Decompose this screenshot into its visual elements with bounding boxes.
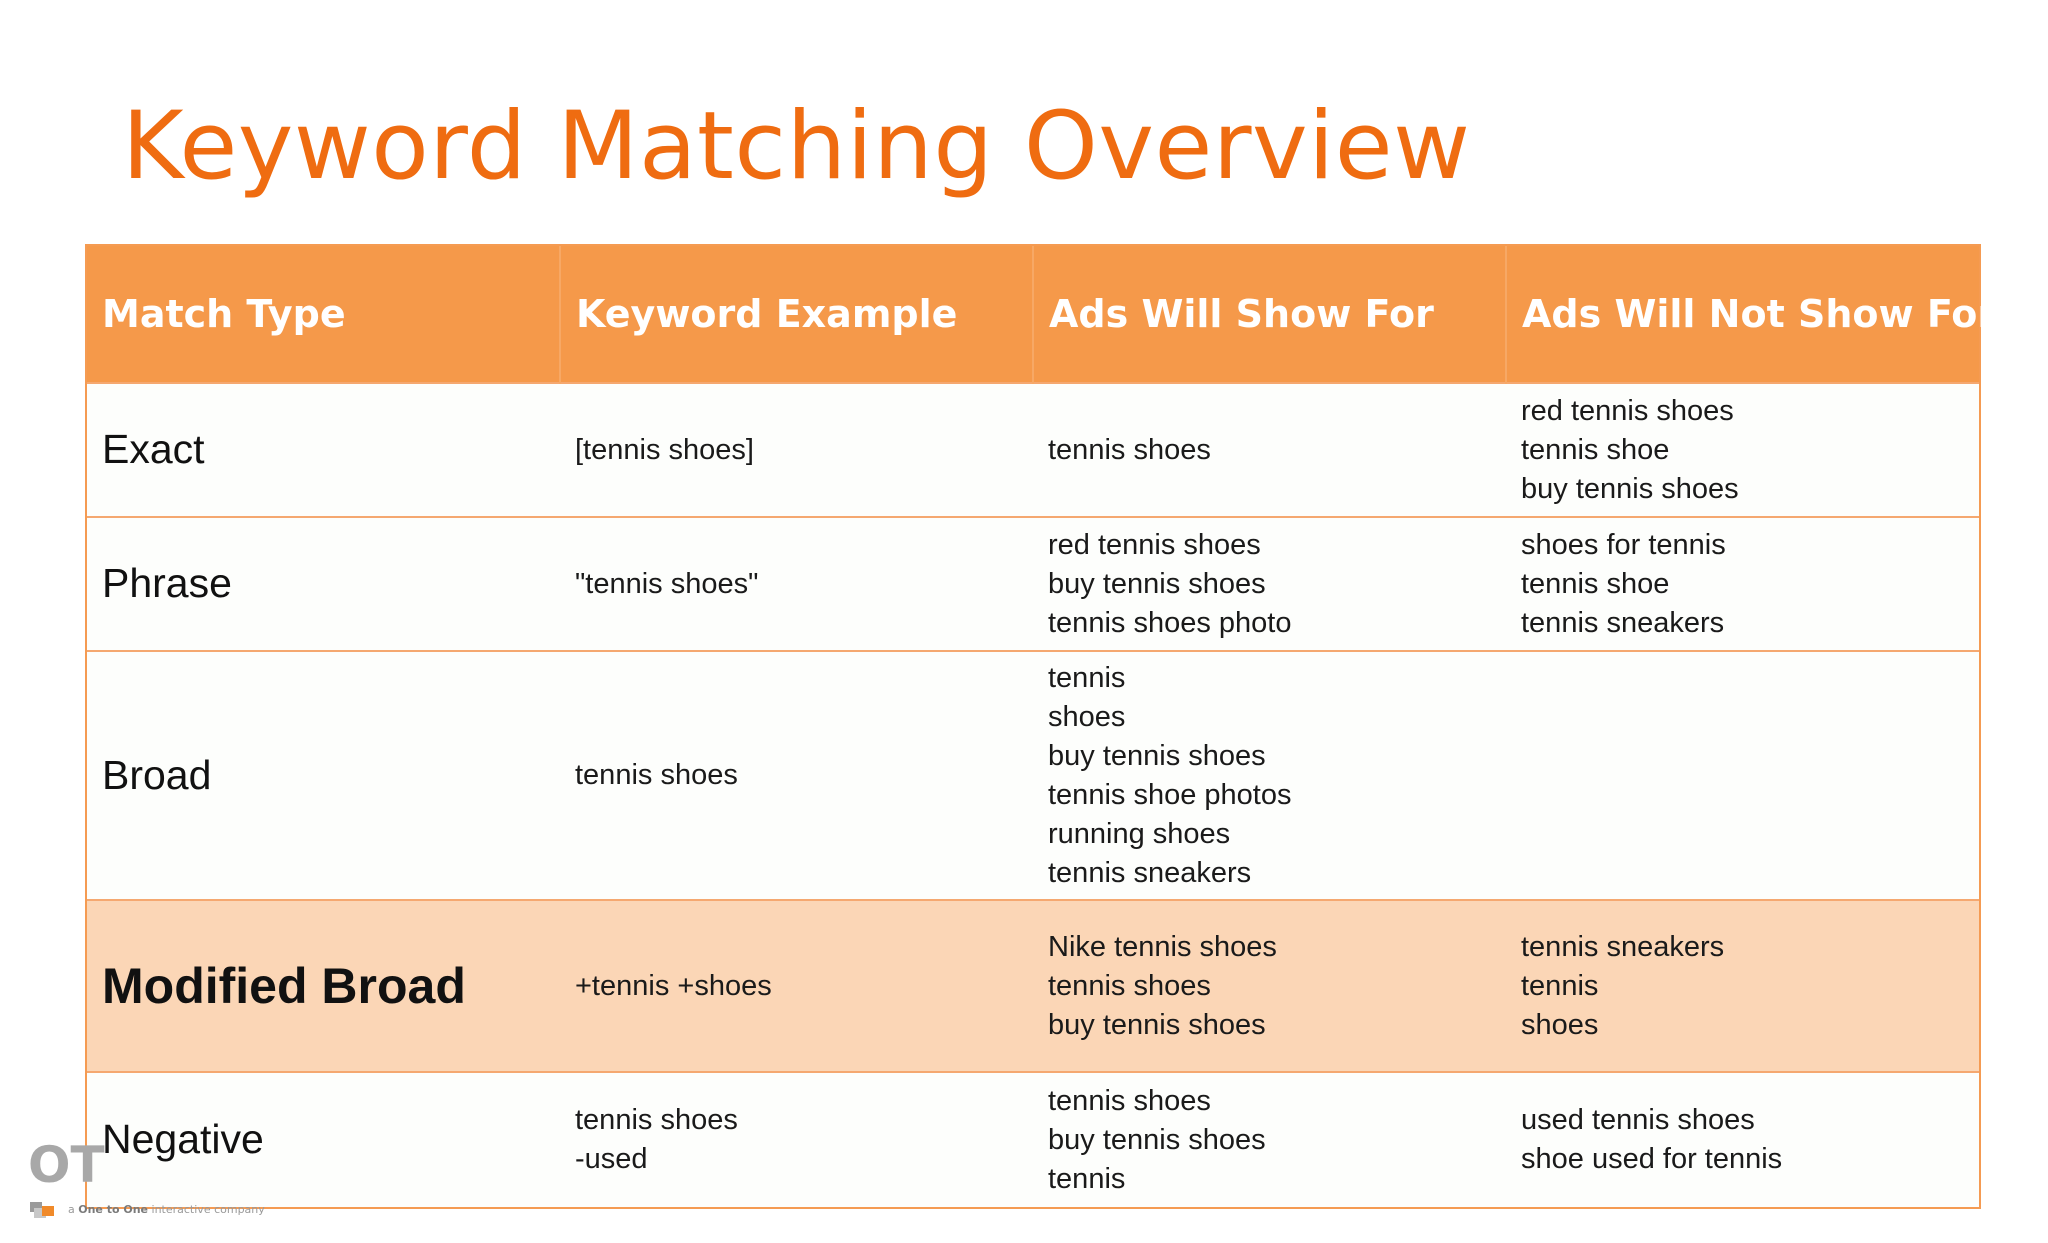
ads-show-cell (1033, 651, 1506, 900)
ads-not-show-cell (1506, 651, 1979, 900)
keyword-example-line: +tennis +shoes (575, 969, 772, 1002)
keyword-example-cell (560, 1072, 1033, 1207)
keyword-example-line: [tennis shoes] (575, 433, 754, 466)
ads-not-show-line: tennis shoe (1521, 567, 1670, 600)
ads-not-show-line: tennis shoe (1521, 433, 1670, 466)
ads-show-line: Nike tennis shoes (1048, 930, 1277, 963)
table-header-row (87, 246, 1979, 383)
header-ads-will-not-show-for: Ads Will Not Show For (1506, 246, 1979, 383)
ads-show-cell (1033, 900, 1506, 1072)
ads-show-line: tennis (1048, 661, 1126, 694)
logo-tagline (68, 1203, 265, 1216)
keyword-example-line: tennis shoes (575, 1104, 738, 1136)
match-type-cell: Modified Broad (87, 900, 560, 1072)
keyword-example-line: tennis shoes (575, 759, 738, 791)
ads-show-line: buy tennis shoes (1048, 1008, 1266, 1041)
ads-not-show-line: shoe used for tennis (1521, 1143, 1783, 1175)
ads-show-line: tennis sneakers (1048, 856, 1252, 889)
table-row-modified-broad (87, 900, 1979, 1072)
table-row-broad (87, 651, 1979, 900)
logo-tag-brand: One to One (78, 1203, 149, 1216)
ads-not-show-cell (1506, 517, 1979, 651)
match-type-cell: Broad (87, 651, 560, 900)
keyword-example-cell (560, 383, 1033, 517)
ads-not-show-cell (1506, 900, 1979, 1072)
ads-show-line: tennis shoes (1048, 969, 1211, 1002)
ads-show-line: shoes (1048, 700, 1126, 733)
ads-not-show-cell (1506, 383, 1979, 517)
ads-not-show-line: tennis sneakers (1521, 606, 1725, 639)
ads-show-cell (1033, 383, 1506, 517)
ads-show-cell (1033, 517, 1506, 651)
ads-not-show-line: buy tennis shoes (1521, 472, 1739, 505)
logo-mark: OT (28, 1136, 105, 1194)
ads-show-line: buy tennis shoes (1048, 567, 1266, 600)
keyword-example-line: "tennis shoes" (575, 567, 759, 600)
ads-show-line: buy tennis shoes (1048, 1123, 1266, 1156)
ads-show-line: tennis shoes photo (1048, 606, 1292, 639)
ads-not-show-line: used tennis shoes (1521, 1104, 1755, 1136)
keyword-example-line: -used (575, 1143, 648, 1175)
table-row-phrase (87, 517, 1979, 651)
ads-show-cell (1033, 1072, 1506, 1207)
ads-show-line: tennis shoes (1048, 433, 1211, 466)
ads-not-show-cell (1506, 1072, 1979, 1207)
ads-show-line: tennis (1048, 1162, 1126, 1195)
keyword-example-cell (560, 651, 1033, 900)
ads-not-show-line: tennis sneakers (1521, 930, 1725, 963)
match-type-cell: Phrase (87, 517, 560, 651)
slide-title: Keyword Matching Overview (122, 92, 1471, 201)
ads-not-show-line: shoes for tennis (1521, 528, 1726, 561)
ads-show-line: red tennis shoes (1048, 528, 1261, 561)
header-ads-will-show-for: Ads Will Show For (1033, 246, 1506, 383)
keyword-match-table (85, 244, 1997, 1209)
logo-tag-suffix: interactive company (151, 1203, 265, 1216)
ads-not-show-line: shoes (1521, 1008, 1599, 1041)
match-type-cell: Exact (87, 383, 560, 517)
header-match-type: Match Type (87, 246, 560, 383)
ads-not-show-line: red tennis shoes (1521, 394, 1734, 427)
match-type-cell: Negative (87, 1072, 560, 1207)
logo-tag-prefix: a (68, 1203, 75, 1216)
ads-show-line: buy tennis shoes (1048, 739, 1266, 772)
ads-show-line: tennis shoe photos (1048, 778, 1292, 811)
table-row-negative (87, 1072, 1979, 1207)
table-row-exact (87, 383, 1979, 517)
ads-show-line: tennis shoes (1048, 1084, 1211, 1117)
logo-squares-icon (30, 1202, 60, 1218)
ads-show-line: running shoes (1048, 817, 1231, 850)
header-keyword-example: Keyword Example (560, 246, 1033, 383)
ads-not-show-line: tennis (1521, 969, 1599, 1002)
keyword-example-cell (560, 517, 1033, 651)
keyword-example-cell (560, 900, 1033, 1072)
